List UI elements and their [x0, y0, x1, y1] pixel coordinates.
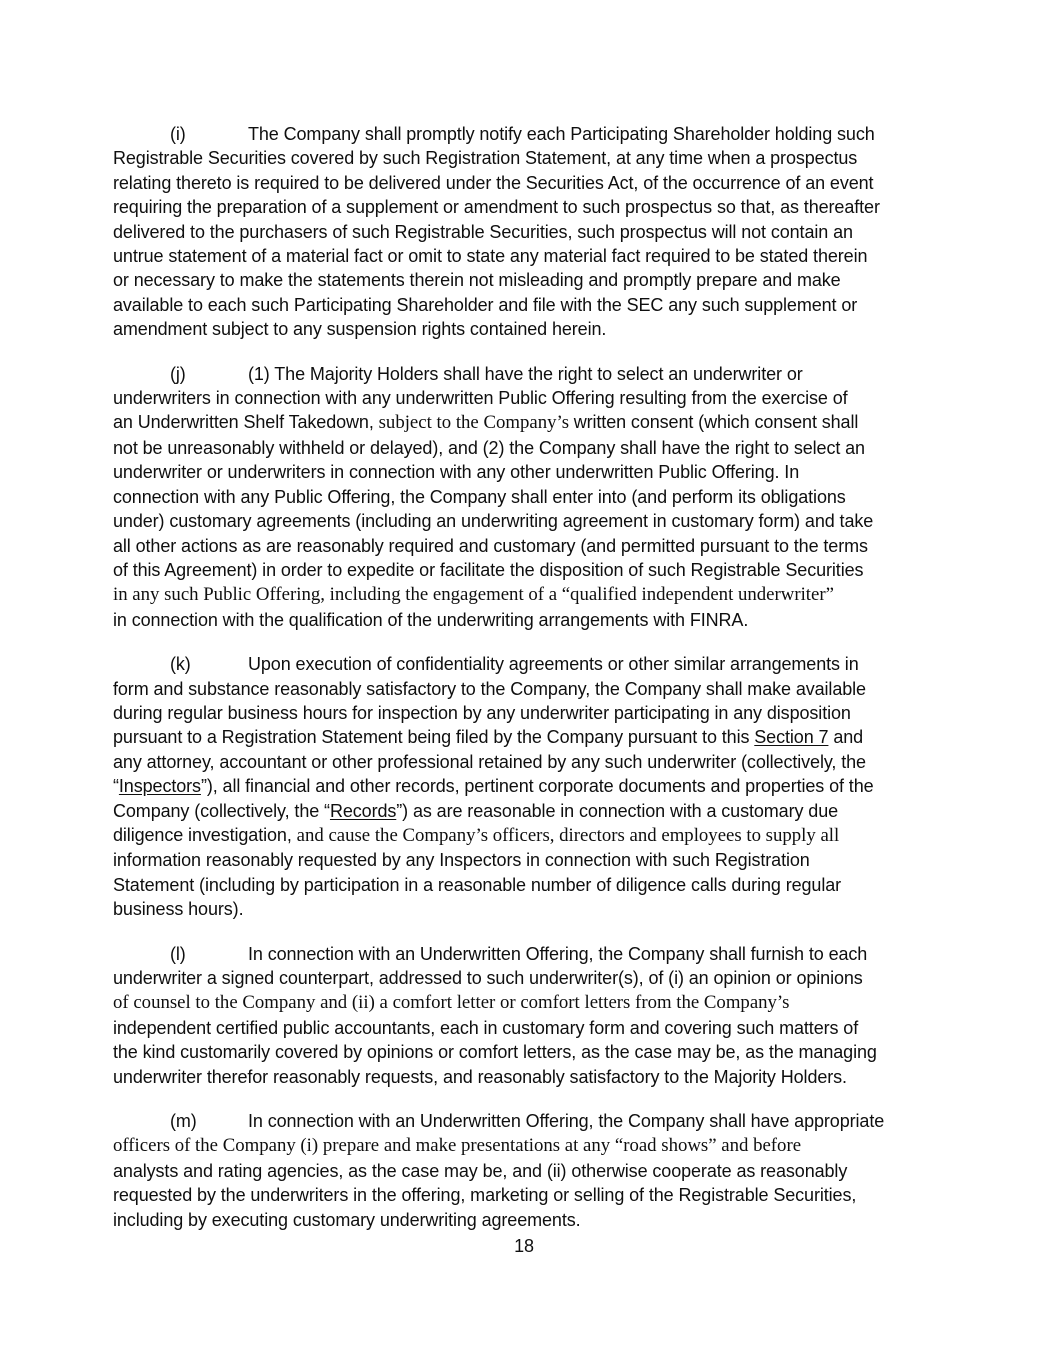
- text-line: [113, 677, 935, 701]
- text-segment: diligence investigation,: [113, 824, 297, 845]
- text-line: [113, 823, 935, 848]
- text-line: [113, 534, 935, 558]
- text-line: [113, 1183, 935, 1207]
- paragraph-label: (i): [170, 124, 186, 144]
- text-segment: pursuant to a Registration Statement being filed by the Company pursuant to this: [113, 727, 755, 748]
- text-segment: relating thereto is required to be delivered under the Securities Act, of the occurrence of an event: [113, 172, 874, 193]
- text-segment: underwriter a signed counterpart, addressed to such underwriter(s), of (i) an opinion or opinions: [113, 968, 863, 988]
- text-line: [113, 1133, 935, 1158]
- text-line: [113, 244, 935, 268]
- text-line: [113, 171, 935, 195]
- text-segment: an Underwritten Shelf Takedown,: [113, 412, 379, 433]
- text-segment: under) customary agreements (including an underwriting agreement in customary form) and take: [113, 511, 874, 532]
- page-number: 18: [514, 1236, 534, 1257]
- paragraph-k: [113, 652, 935, 921]
- text-line: [113, 608, 935, 632]
- text-segment: Records: [329, 800, 397, 821]
- text-segment: connection with any Public Offering, the Company shall enter into (and perform its obligations: [113, 486, 846, 507]
- text-segment: requested by the underwriters in the offering, marketing or selling of the Registrable Securities,: [113, 1185, 857, 1206]
- text-segment: Inspectors: [118, 776, 201, 797]
- text-line: [113, 1208, 935, 1232]
- text-line: [113, 386, 935, 410]
- text-line: [113, 873, 935, 897]
- text-segment: “: [113, 776, 119, 797]
- text-segment: underwriter therefor reasonably requests, and reasonably satisfactory to the Majority Holders.: [113, 1066, 847, 1087]
- text-segment: in any such Public Offering, including the engagement of a “qualified independent underwriter”: [113, 584, 834, 606]
- text-line: [113, 942, 935, 966]
- text-segment: analysts and rating agencies, as the case may be, and (ii) otherwise cooperate as reasonably: [113, 1160, 848, 1181]
- text-segment: not be unreasonably withheld or delayed), and (2) the Company shall have the right to select an: [113, 437, 865, 458]
- text-segment: Upon execution of confidentiality agreements or other similar arrangements in: [248, 654, 859, 675]
- text-line: [113, 774, 935, 798]
- text-line: [113, 268, 935, 292]
- text-line: [113, 799, 935, 823]
- text-line: [113, 652, 935, 676]
- text-segment: underwriters in connection with any underwritten Public Offering resulting from the exercise of: [113, 388, 848, 409]
- text-segment: any attorney, accountant or other professional retained by any such underwriter (collectively, the: [113, 751, 866, 772]
- paragraph-label: (j): [170, 363, 186, 384]
- text-segment: underwriter or underwriters in connection with any other underwritten Public Offering. In: [113, 462, 800, 483]
- text-line: [113, 410, 935, 435]
- paragraph-label: (m): [170, 1111, 197, 1132]
- text-segment: Company (collectively, the “: [113, 800, 330, 821]
- paragraph-l: [113, 942, 935, 1089]
- text-segment: The Company shall promptly notify each Participating Shareholder holding such: [248, 124, 875, 144]
- text-line: [113, 146, 935, 170]
- text-segment: ”) as are reasonable in connection with a customary due: [396, 800, 839, 821]
- text-line: [113, 848, 935, 872]
- text-line: [113, 293, 935, 317]
- text-line: [113, 1159, 935, 1183]
- document-body: [113, 122, 935, 1258]
- text-line: [113, 317, 935, 341]
- text-line: [113, 1109, 935, 1133]
- text-line: [113, 509, 935, 533]
- text-line: [113, 966, 935, 990]
- text-segment: of this Agreement) in order to expedite or facilitate the disposition of such Registrable Securities: [113, 559, 864, 580]
- text-segment: delivered to the purchasers of such Registrable Securities, such prospectus will not contain an: [113, 221, 853, 242]
- text-segment: all other actions as are reasonably required and customary (and permitted pursuant to the terms: [113, 535, 868, 556]
- text-segment: untrue statement of a material fact or omit to state any material fact required to be stated therein: [113, 246, 868, 267]
- text-segment: requiring the preparation of a supplement or amendment to such prospectus so that, as thereafter: [113, 197, 880, 218]
- text-line: [113, 220, 935, 244]
- text-segment: independent certified public accountants, each in customary form and covering such matters of: [113, 1017, 859, 1038]
- text-line: [113, 485, 935, 509]
- text-segment: available to each such Participating Shareholder and file with the SEC any such supplement or: [113, 294, 858, 315]
- text-segment: of counsel to the Company and (ii) a comfort letter or comfort letters from the Company’s: [113, 992, 790, 1014]
- text-segment: ”), all financial and other records, pertinent corporate documents and properties of the: [200, 776, 874, 797]
- text-segment: the kind customarily covered by opinions or comfort letters, as the case may be, as the managing: [113, 1042, 877, 1063]
- text-segment: Statement (including by participation in a reasonable number of diligence calls during regular: [113, 874, 842, 895]
- text-segment: Registrable Securities covered by such Registration Statement, at any time when a prospectus: [113, 148, 858, 169]
- text-segment: and cause the Company’s officers, directors and employees to supply all: [296, 824, 840, 846]
- paragraph-label: (k): [170, 654, 191, 675]
- text-line: [113, 1040, 935, 1064]
- text-segment: In connection with an Underwritten Offering, the Company shall furnish to each: [248, 943, 868, 964]
- text-line: [113, 460, 935, 484]
- text-segment: (1) The Majority Holders shall have the right to select an underwriter or: [248, 363, 803, 384]
- text-segment: subject to the Company’s: [378, 412, 574, 434]
- text-segment: including by executing customary underwriting agreements.: [113, 1209, 581, 1230]
- text-segment: business hours).: [113, 899, 244, 920]
- paragraph-label: (l): [170, 943, 186, 964]
- paragraph-j: [113, 362, 935, 632]
- text-segment: or necessary to make the statements therein not misleading and promptly prepare and make: [113, 270, 841, 291]
- paragraph-m: [113, 1109, 935, 1232]
- text-line: [113, 558, 935, 582]
- text-segment: during regular business hours for inspection by any underwriter participating in any disposition: [113, 702, 851, 723]
- text-line: [113, 750, 935, 774]
- paragraph-i: [113, 122, 935, 342]
- text-line: [113, 701, 935, 725]
- text-segment: in connection with the qualification of the underwriting arrangements with FINRA.: [113, 609, 749, 630]
- text-line: [113, 897, 935, 921]
- text-segment: In connection with an Underwritten Offering, the Company shall have appropriate: [248, 1111, 885, 1132]
- text-segment: information reasonably requested by any Inspectors in connection with such Registration: [113, 850, 810, 871]
- text-line: [113, 1016, 935, 1040]
- text-line: [113, 725, 935, 749]
- text-segment: and: [828, 727, 864, 748]
- text-line: [113, 1065, 935, 1089]
- text-line: [113, 122, 935, 146]
- text-line: [113, 436, 935, 460]
- text-segment: form and substance reasonably satisfactory to the Company, the Company shall make available: [113, 678, 866, 699]
- text-segment: amendment subject to any suspension rights contained herein.: [113, 319, 607, 340]
- text-segment: written consent (which consent shall: [573, 412, 859, 433]
- text-line: [113, 195, 935, 219]
- text-line: [113, 362, 935, 386]
- text-segment: officers of the Company (i) prepare and make presentations at any “road shows” and before: [113, 1135, 802, 1157]
- text-line: [113, 990, 935, 1015]
- text-line: [113, 582, 935, 607]
- text-segment: Section 7: [754, 727, 829, 748]
